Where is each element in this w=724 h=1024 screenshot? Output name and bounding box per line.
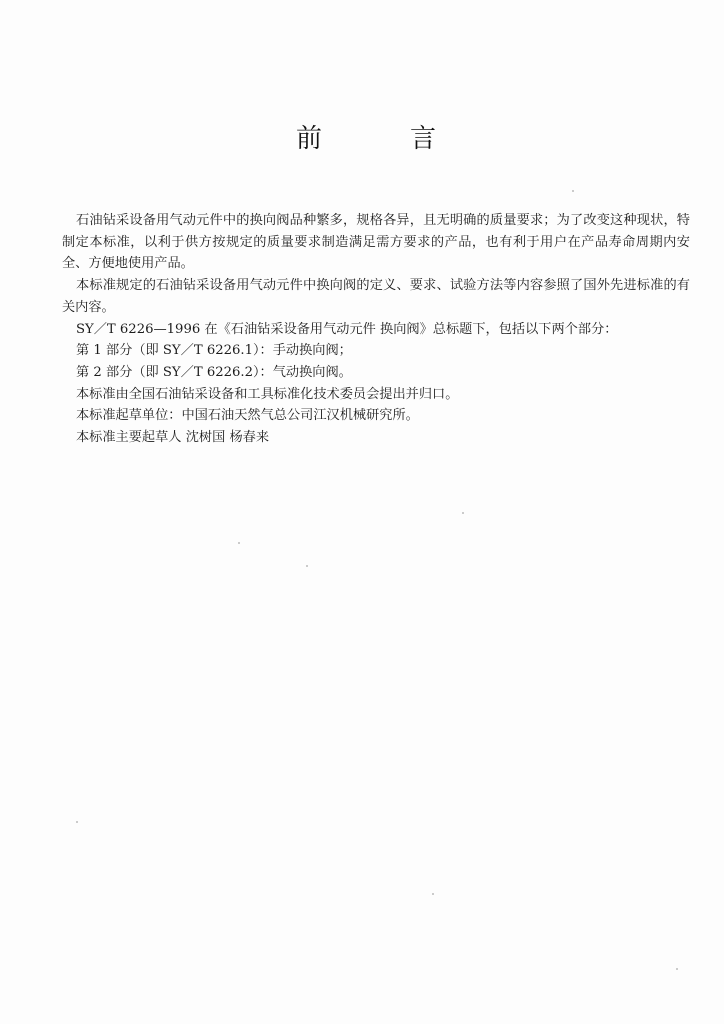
part-1-line: 第 1 部分（即 SY／T 6226.1）：手动换向阀； (76, 343, 352, 359)
scan-speck (432, 893, 434, 895)
scan-speck (462, 512, 464, 514)
proposer-line: 本标准由全国石油钻采设备和工具标准化技术委员会提出并归口。 (76, 386, 459, 402)
scan-speck (306, 565, 308, 567)
title-char-right: 言 (410, 124, 437, 154)
standard-structure-line: SY／T 6226—1996 在《石油钻采设备用气动元件 换向阀》总标题下，包括以下两个部分： (76, 321, 618, 337)
paragraph-2: 本标准规定的石油钻采设备用气动元件中换向阀的定义、要求、试验方法等内容参照了国外先进标准的有关内容。 (62, 278, 690, 315)
page-title (0, 118, 724, 158)
scan-speck (572, 190, 574, 192)
drafters-line: 本标准主要起草人 沈树国 杨春来 (76, 430, 270, 446)
scan-speck (676, 968, 678, 970)
part-2-line: 第 2 部分（即 SY／T 6226.2）：气动换向阀。 (76, 364, 352, 380)
paragraph-1: 石油钻采设备用气动元件中的换向阀品种繁多，规格各异，且无明确的质量要求；为了改变这种现状，特制定本标准，以利于供方按规定的质量要求制造满足需方要求的产品，也有利于用户在产品寿命周期内安全、方便地使用产品。 (62, 213, 690, 272)
drafting-unit-line: 本标准起草单位：中国石油天然气总公司江汉机械研究所。 (76, 408, 419, 424)
foreword-body (62, 210, 690, 449)
scan-speck (238, 542, 240, 544)
scan-speck (76, 821, 78, 823)
title-char-left: 前 (296, 124, 323, 154)
